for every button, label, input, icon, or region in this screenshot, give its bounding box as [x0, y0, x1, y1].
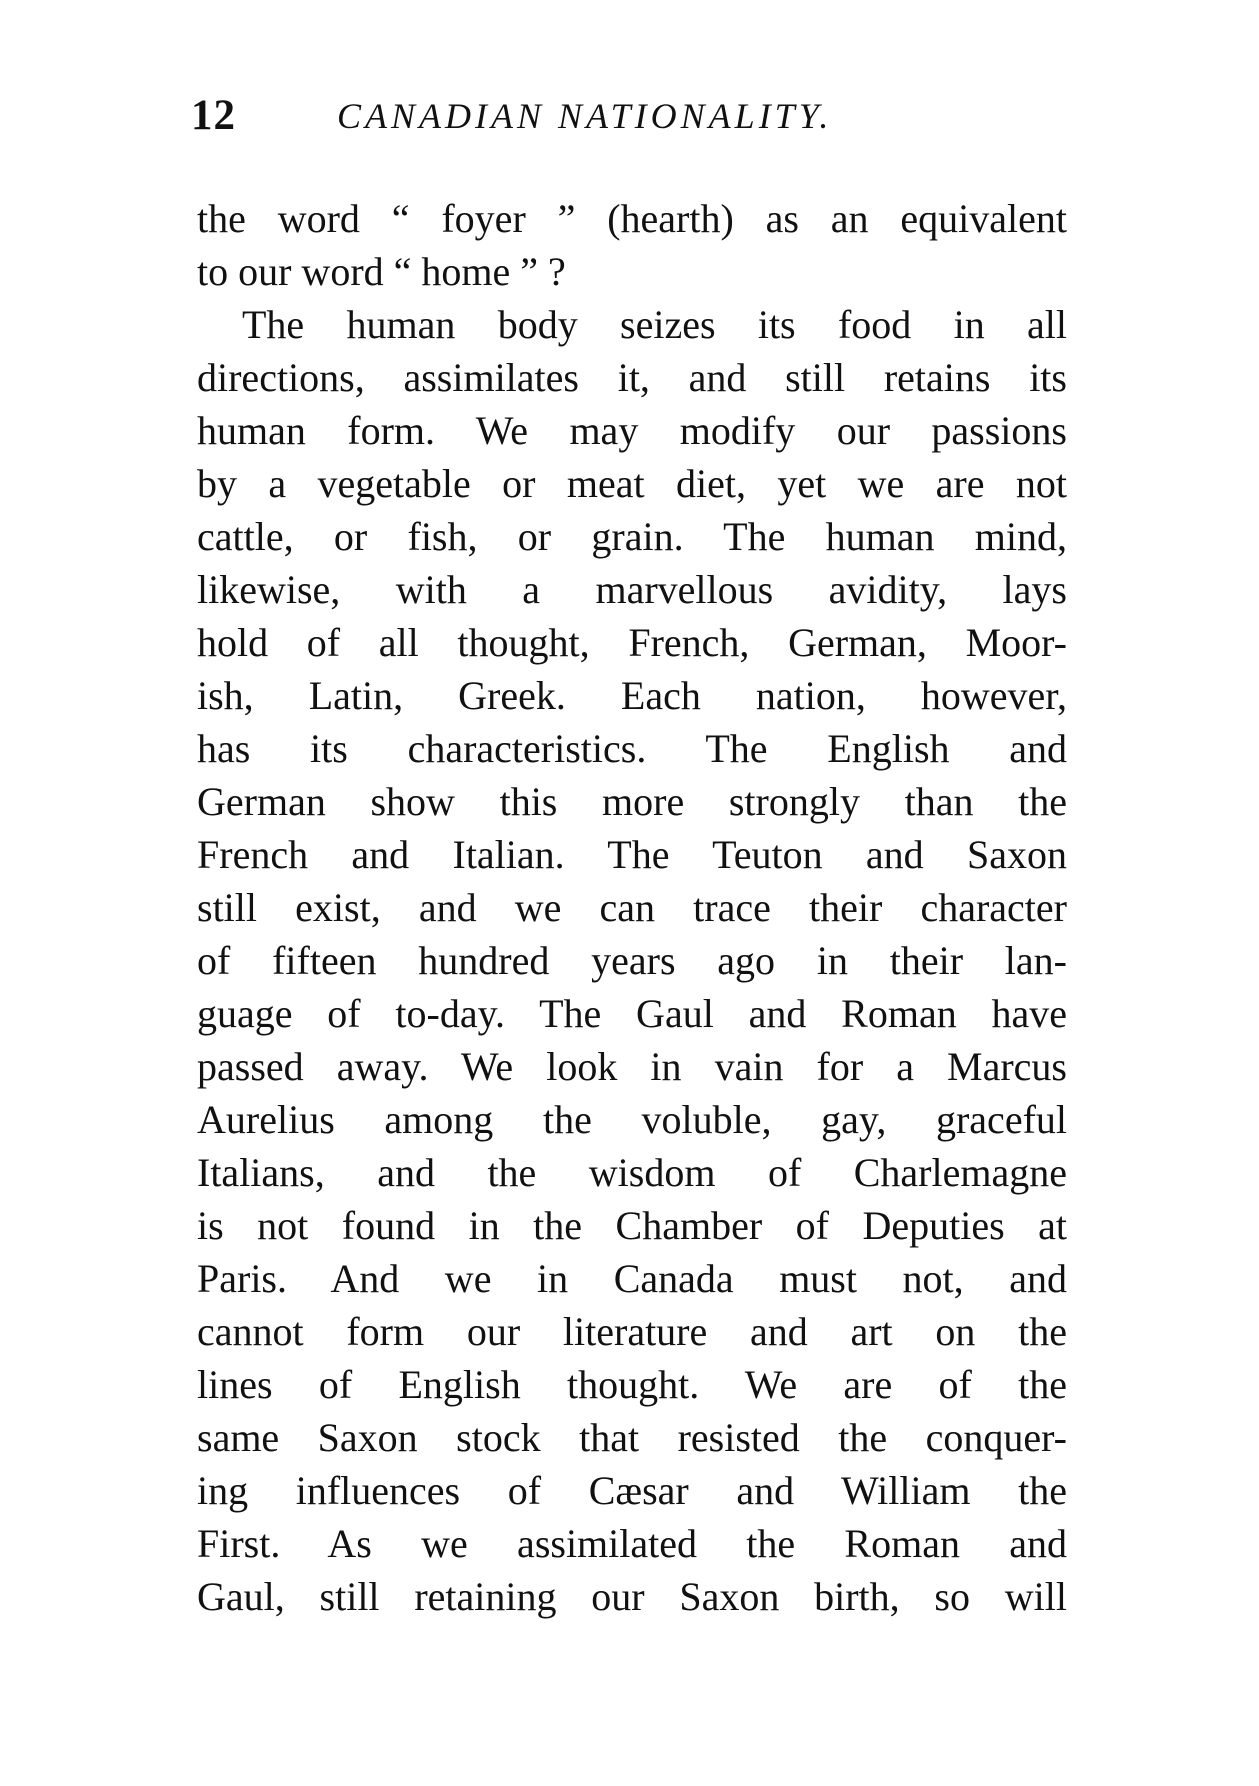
text-line: First. As we assimilated the Roman and: [197, 1521, 1067, 1566]
body-text: [197, 192, 1067, 1623]
text-line: French and Italian. The Teuton and Saxon: [197, 832, 1067, 877]
text-line: by a vegetable or meat diet, yet we are not: [197, 461, 1067, 506]
text-line: Gaul, still retaining our Saxon birth, so will: [197, 1574, 1067, 1619]
text-line: the word “ foyer ” (hearth) as an equivalent: [197, 196, 1067, 241]
text-line: guage of to-day. The Gaul and Roman have: [197, 991, 1067, 1036]
text-line: passed away. We look in vain for a Marcus: [197, 1044, 1067, 1089]
text-line: same Saxon stock that resisted the conquer-: [197, 1415, 1067, 1460]
text-line: ish, Latin, Greek. Each nation, however,: [197, 673, 1067, 718]
text-line: cannot form our literature and art on the: [197, 1309, 1067, 1354]
text-line: lines of English thought. We are of the: [197, 1362, 1067, 1407]
text-line: Aurelius among the voluble, gay, graceful: [197, 1097, 1067, 1142]
text-line: Italians, and the wisdom of Charlemagne: [197, 1150, 1067, 1195]
text-line: still exist, and we can trace their character: [197, 885, 1067, 930]
text-line: to our word “ home ” ?: [197, 249, 566, 294]
text-line: ing influences of Cæsar and William the: [197, 1468, 1067, 1513]
paragraph-first-line: The human body seizes its food in all: [242, 302, 1067, 347]
page-number: 12: [191, 92, 236, 139]
text-line: Paris. And we in Canada must not, and: [197, 1256, 1067, 1301]
text-line: of fifteen hundred years ago in their lan-: [197, 938, 1067, 983]
running-head: [191, 86, 1071, 146]
text-line: is not found in the Chamber of Deputies at: [197, 1203, 1067, 1248]
text-line: likewise, with a marvellous avidity, lays: [197, 567, 1067, 612]
text-line: cattle, or fish, or grain. The human mind,: [197, 514, 1067, 559]
text-line: human form. We may modify our passions: [197, 408, 1067, 453]
text-line: has its characteristics. The English and: [197, 726, 1067, 771]
text-line: German show this more strongly than the: [197, 779, 1067, 824]
text-line: directions, assimilates it, and still retains its: [197, 355, 1067, 400]
text-line: hold of all thought, French, German, Moor-: [197, 620, 1067, 665]
running-title: CANADIAN NATIONALITY.: [337, 96, 833, 136]
